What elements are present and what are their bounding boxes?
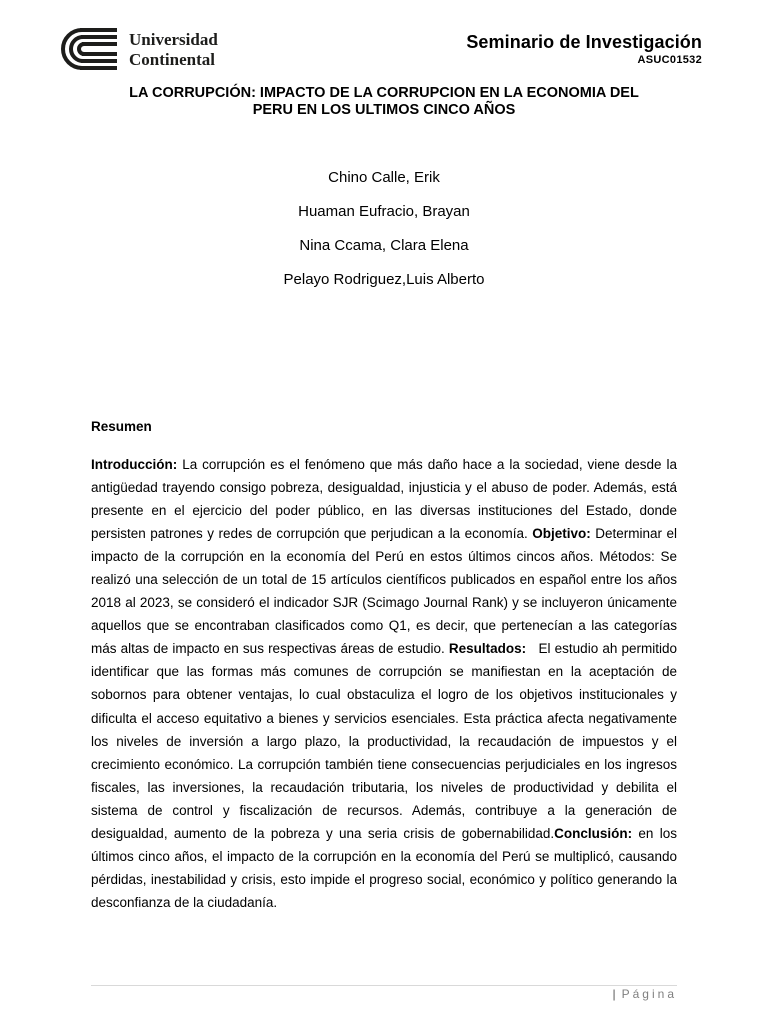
page-label: Página xyxy=(621,987,677,1001)
document-title-line2: PERU EN LOS ULTIMOS CINCO AÑOS xyxy=(252,102,516,118)
author-name: Huaman Eufracio, Brayan xyxy=(298,203,470,220)
objective-text: Determinar el impacto de la corrupción en la economía del Perú en estos últimos cincos años. Métodos: Se realizó una selección de un total de 15 artículos científicos publicados en español entre los años 2018 al 2023, se consideró el indicador SJR (Scimago Journal Rank) y se incluyeron únicamente aquellos que se encontraban clasificados como Q1, es decir, que pertenecían a las categorías más altas de impacto en sus respectivas áreas de estudio. xyxy=(91,526,678,657)
abstract-heading: Resumen xyxy=(91,419,152,434)
document-title-line1: LA CORRUPCIÓN: IMPACTO DE LA CORRUPCION EN LA ECONOMIA DEL xyxy=(129,85,639,101)
results-text: El estudio ah permitido identificar que las formas más comunes de corrupción se manifiestan en la aceptación de sobornos para obtener ventajas, lo cual obstaculiza el logro de los objetivos institucionales y dificulta el acceso equitativo a bienes y servicios esenciales. Esta práctica afecta negativamente los niveles de inversión a largo plazo, la productividad, la recaudación de impuestos y el crecimiento económico. La corrupción también tiene consecuencias perjudiciales en los ingresos fiscales, las inversiones, la recaudación tributaria, los niveles de productividad y debilita el sistema de control y fiscalización de recursos. Además, contribuye a la generación de desigualdad, aumento de la pobreza y una seria crisis de gobernabilidad. xyxy=(91,641,681,841)
university-logo xyxy=(61,27,221,71)
university-logo-icon xyxy=(61,27,118,71)
objective-label: Objetivo: xyxy=(532,526,591,542)
university-name-line1: Universidad xyxy=(129,30,218,49)
conclusion-text: en los últimos cinco años, el impacto de la corrupción en la economía del Perú se multiplicó, causando pérdidas, inestabilidad y crisis, esto impide el progreso social, económico y político generando la desconfianza de la ciudadanía. xyxy=(91,825,677,910)
introduction-label: Introducción: xyxy=(91,457,178,472)
header-info xyxy=(466,31,702,67)
footer-divider xyxy=(91,985,677,986)
page-footer xyxy=(613,987,678,1001)
author-name: Pelayo Rodriguez,Luis Alberto xyxy=(283,271,485,288)
university-name-line2: Continental xyxy=(129,50,215,69)
author-name: Chino Calle, Erik xyxy=(328,169,440,186)
results-label: Resultados: xyxy=(448,641,527,657)
document-title xyxy=(91,85,677,119)
introduction-text: La corrupción es el fenómeno que más daño hace a la sociedad, viene desde la antigüedad trayendo consigo pobreza, desigualdad, injusticia y el abuso de poder. Además, está presente en el ejercicio del poder público, en las diversas instituciones del Estado, donde persisten patrones y redes de corrupción que perjudican a la economía. xyxy=(91,457,677,542)
header-title: Seminario de Investigación xyxy=(466,32,702,52)
footer-separator: | xyxy=(612,987,616,1001)
conclusion-label: Conclusión: xyxy=(554,825,633,841)
abstract-body xyxy=(91,453,681,914)
author-list xyxy=(91,168,677,304)
author-name: Nina Ccama, Clara Elena xyxy=(299,237,469,254)
university-name xyxy=(129,30,218,70)
course-code: ASUC01532 xyxy=(637,54,702,66)
